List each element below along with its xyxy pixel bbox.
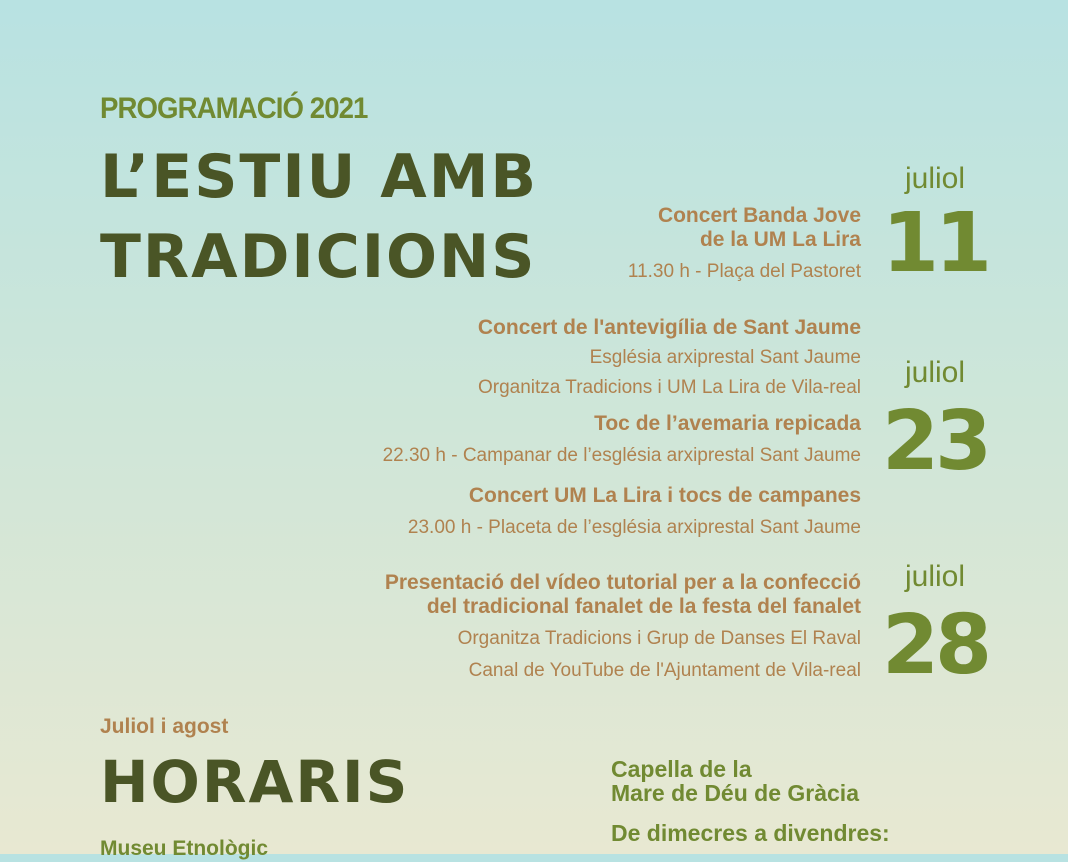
chapel-name-line1: Capella de la — [611, 756, 752, 782]
event-1-info: 11.30 h - Plaça del Pastoret — [627, 261, 861, 282]
museum-name: Museu Etnològic — [100, 837, 268, 860]
event-2-info2: Organitza Tradicions i UM La Lira de Vila-real — [478, 377, 861, 398]
opening-days: De dimecres a divendres: — [611, 820, 890, 846]
date-day-3: 28 — [881, 598, 989, 693]
event-5-info1: Organitza Tradicions i Grup de Danses El Raval — [457, 628, 861, 649]
horaris-subtitle: Juliol i agost — [100, 715, 229, 738]
event-3-info: 22.30 h - Campanar de l’església arxiprestal Sant Jaume — [382, 445, 861, 466]
event-1-title-line2: de la UM La Lira — [699, 228, 861, 251]
event-1-title-line1: Concert Banda Jove — [657, 204, 861, 227]
event-4-info: 23.00 h - Placeta de l’església arxiprestal Sant Jaume — [407, 517, 861, 538]
date-month-2: juliol — [904, 356, 966, 389]
event-5-info2: Canal de YouTube de l'Ajuntament de Vila-real — [468, 660, 861, 681]
event-3-title: Toc de l’avemaria repicada — [594, 412, 861, 435]
main-title-line1: L’ESTIU AMB — [100, 142, 539, 212]
date-day-1: 11 — [881, 196, 989, 291]
event-4-title: Concert UM La Lira i tocs de campanes — [468, 484, 861, 507]
main-title-line2: TRADICIONS — [100, 222, 537, 292]
horaris-title: HORARIS — [100, 748, 410, 816]
date-day-2: 23 — [881, 394, 989, 489]
date-month-3: juliol — [904, 560, 966, 593]
event-5-title-line2: del tradicional fanalet de la festa del fanalet — [426, 595, 861, 618]
chapel-name-line2: Mare de Déu de Gràcia — [611, 780, 859, 806]
event-5-title-line1: Presentació del vídeo tutorial per a la confecció — [384, 571, 861, 594]
event-2-title: Concert de l'antevigília de Sant Jaume — [477, 316, 861, 339]
date-month-1: juliol — [904, 162, 966, 195]
event-2-info1: Església arxiprestal Sant Jaume — [589, 347, 861, 368]
program-kicker: PROGRAMACIÓ 2021 — [100, 92, 368, 125]
